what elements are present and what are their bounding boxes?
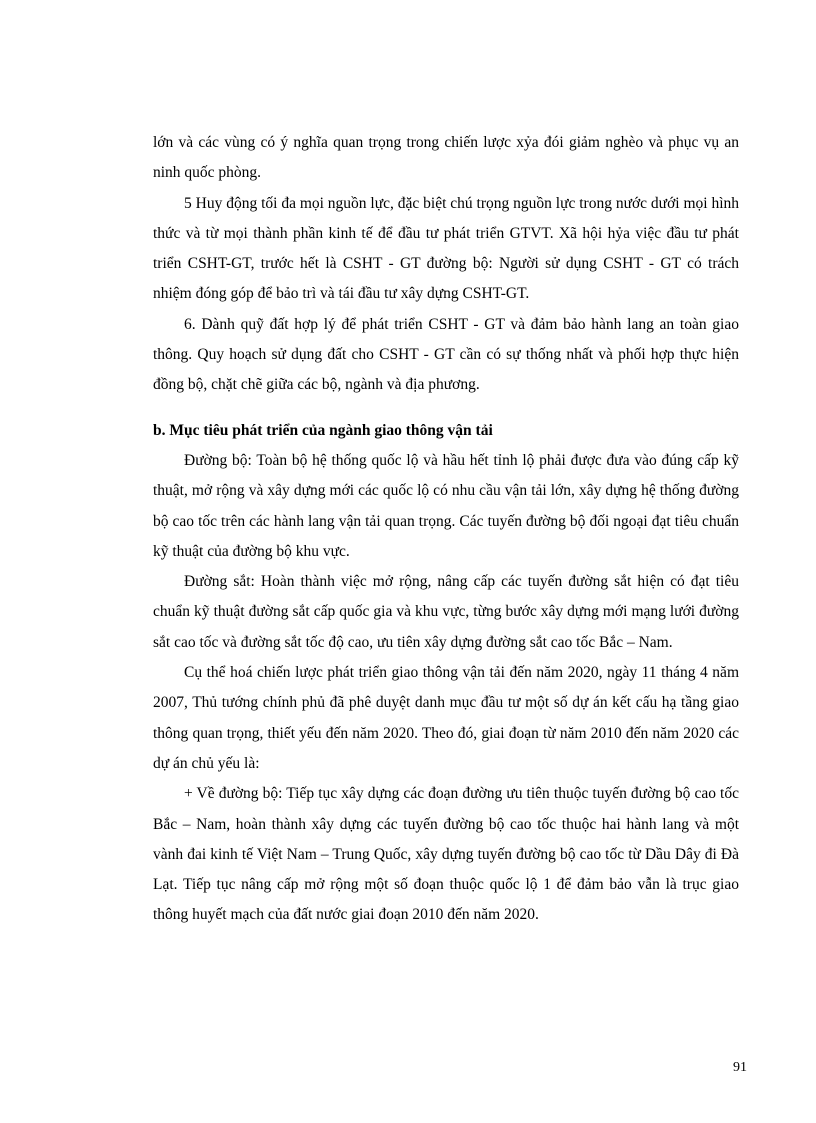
paragraph-continuation: lớn và các vùng có ý nghĩa quan trọng trong chiến lược xỷa đói giảm nghèo và phục vụ an ninh quốc phòng. [153, 134, 739, 182]
paragraph-road-projects: + Về đường bộ: Tiếp tục xây dựng các đoạn đường ưu tiên thuộc tuyến đường bộ cao tốc Bắc – Nam, hoàn thành xây dựng các tuyến đường bộ cao tốc thuộc hai hành lang và một vành đai kinh tế Việt Nam – Trung Quốc, xây dựng tuyến đường bộ cao tốc từ Dầu Dây đi Đà Lạt. Tiếp tục nâng cấp mở rộng một số đoạn thuộc quốc lộ 1 để đảm bảo vẫn là trục giao thông huyết mạch của đất nước giai đoạn 2010 đến năm 2020. [153, 785, 739, 924]
paragraph-point-6: 6. Dành quỹ đất hợp lý để phát triển CSHT - GT và đảm bảo hành lang an toàn giao thông. Quy hoạch sử dụng đất cho CSHT - GT cần có sự thống nhất và phối hợp thực hiện đồng bộ, chặt chẽ giữa các bộ, ngành và địa phương. [153, 315, 739, 394]
paragraph-road: Đường bộ: Toàn bộ hệ thống quốc lộ và hầu hết tỉnh lộ phải được đưa vào đúng cấp kỹ thuật, mở rộng và xây dựng mới các quốc lộ có nhu cầu vận tải lớn, xây dựng hệ thống đường bộ cao tốc trên các hành lang vận tải quan trọng. Các tuyến đường bộ đối ngoại đạt tiêu chuẩn kỹ thuật của đường bộ khu vực. [153, 451, 739, 560]
page-number: 91 [733, 1060, 747, 1075]
paragraph-point-5: 5 Huy động tối đa mọi nguồn lực, đặc biệt chú trọng nguồn lực trong nước dưới mọi hình thức và từ mọi thành phần kinh tế để đầu tư phát triển GTVT. Xã hội hỷa việc đầu tư phát triển CSHT-GT, trước hết là CSHT - GT đường bộ: Người sử dụng CSHT - GT có trách nhiệm đóng góp để bảo trì và tái đầu tư xây dựng CSHT-GT. [153, 194, 739, 303]
paragraph-railway: Đường sắt: Hoàn thành việc mở rộng, nâng cấp các tuyến đường sắt hiện có đạt tiêu chuẩn kỹ thuật đường sắt cấp quốc gia và khu vực, từng bước xây dựng mới mạng lưới đường sắt cao tốc và đường sắt tốc độ cao, ưu tiên xây dựng đường sắt cao tốc Bắc – Nam. [153, 573, 739, 651]
paragraph-strategy: Cụ thể hoá chiến lược phát triển giao thông vận tải đến năm 2020, ngày 11 tháng 4 năm 2007, Thủ tướng chính phủ đã phê duyệt danh mục đầu tư một số dự án kết cấu hạ tầng giao thông quan trọng, thiết yếu đến năm 2020. Theo đó, giai đoạn từ năm 2010 đến năm 2020 các dự án chủ yếu là: [153, 664, 739, 772]
section-heading: b. Mục tiêu phát triển của ngành giao thông vận tải [153, 421, 493, 439]
body-text [153, 128, 739, 931]
